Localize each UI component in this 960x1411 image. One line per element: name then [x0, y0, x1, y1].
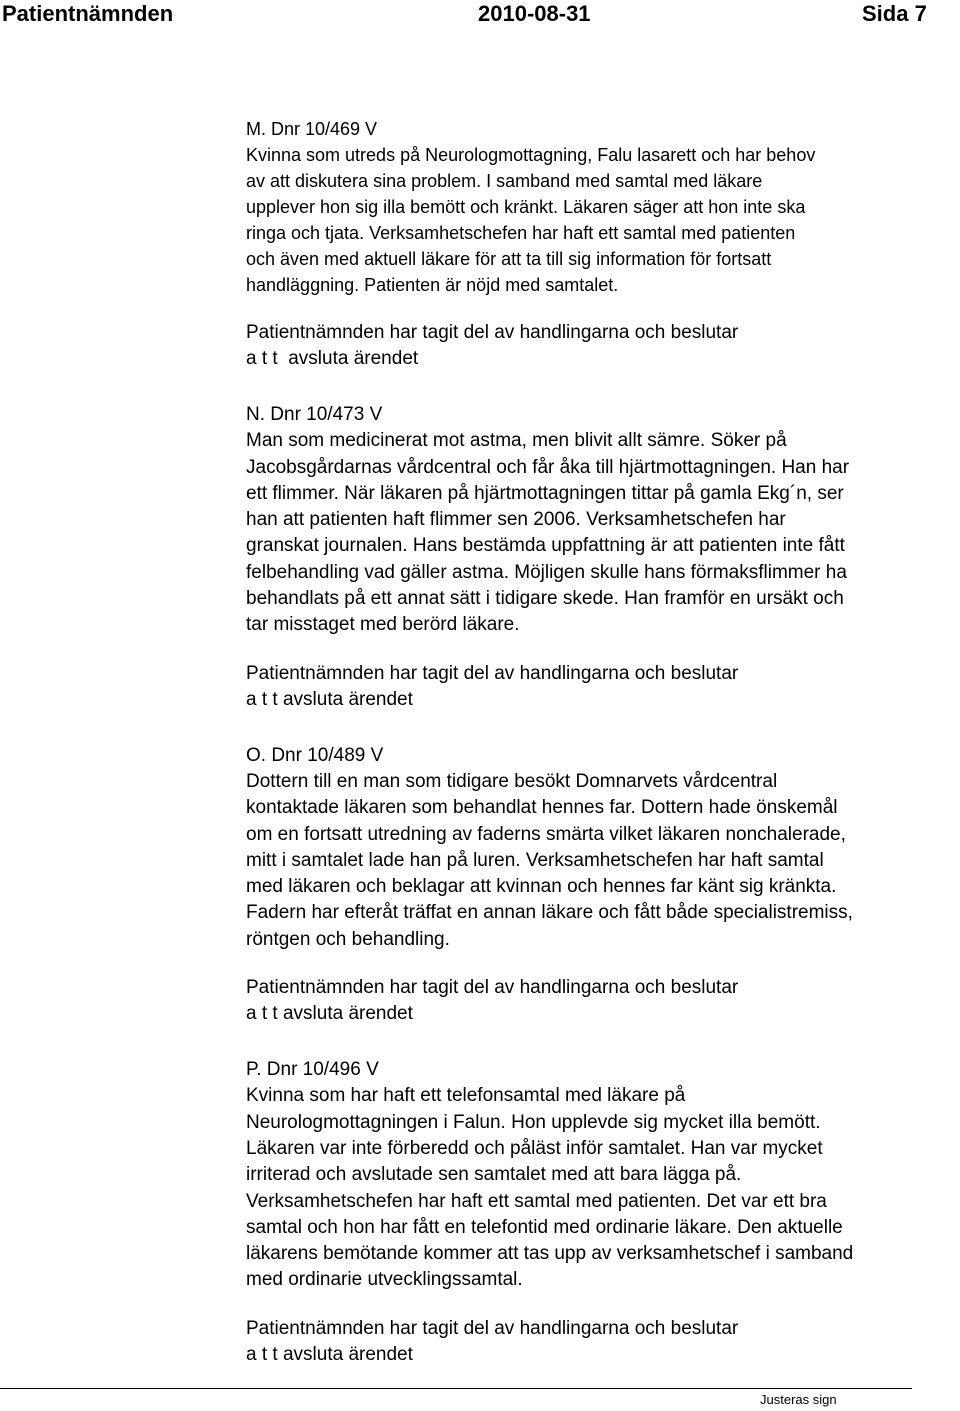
case-text-line: behandlats på ett annat sätt i tidigare skede. Han framför en ursäkt och [246, 588, 844, 610]
case-p [246, 1057, 958, 1294]
case-heading: M. Dnr 10/469 V [246, 119, 378, 139]
header-page-number: Sida 7 [862, 1, 927, 26]
case-text-line: tar misstaget med berörd läkare. [246, 614, 520, 636]
decision-line: Patientnämnden har tagit del av handlingarna och beslutar [246, 322, 739, 343]
case-heading: P. Dnr 10/496 V [246, 1059, 379, 1081]
case-text-line: Läkaren var inte förberedd och påläst inför samtalet. Han var mycket [246, 1137, 823, 1159]
case-o [246, 743, 958, 953]
case-m [246, 116, 958, 298]
decision-line: a t t avsluta ärendet [246, 688, 413, 710]
decision-line: Patientnämnden har tagit del av handlingarna och beslutar [246, 977, 739, 999]
case-text-line: ett flimmer. När läkaren på hjärtmottagningen tittar på gamla Ekg´n, ser [246, 482, 844, 504]
decision-line: Patientnämnden har tagit del av handlingarna och beslutar [246, 662, 739, 684]
case-text-line: Man som medicinerat mot astma, men blivit allt sämre. Söker på [246, 430, 787, 452]
case-text-line: Fadern har efteråt träffat en annan läkare och fått både specialistremiss, [246, 902, 853, 924]
case-text-line: kontaktade läkaren som behandlat hennes far. Dottern hade önskemål [246, 797, 838, 819]
case-p-decision [246, 1316, 958, 1368]
header-date: 2010-08-31 [478, 1, 591, 26]
case-text-line: mitt i samtalet lade han på luren. Verksamhetschefen har haft samtal [246, 849, 824, 871]
footer-divider [0, 1388, 912, 1389]
case-text-line: granskat journalen. Hans bestämda uppfattning är att patienten inte fått [246, 535, 845, 557]
case-text-line: samtal och hon har fått en telefontid med ordinarie läkare. Den aktuelle [246, 1216, 843, 1238]
case-o-decision [246, 975, 958, 1027]
case-n [246, 402, 958, 639]
case-text-line: om en fortsatt utredning av faderns smärta vilket läkaren nonchalerade, [246, 823, 846, 845]
case-text-line: felbehandling vad gäller astma. Möjligen skulle hans förmaksflimmer ha [246, 561, 847, 583]
case-text-line: med läkaren och beklagar att kvinnan och hennes far känt sig kränkta. [246, 876, 837, 898]
decision-line: a t t avsluta ärendet [246, 348, 419, 369]
case-text-line: ringa och tjata. Verksamhetschefen har haft ett samtal med patienten [246, 223, 796, 243]
case-m-decision [246, 320, 958, 372]
decision-line: Patientnämnden har tagit del av handlingarna och beslutar [246, 1317, 739, 1339]
case-text-line: av att diskutera sina problem. I samband med samtal med läkare [246, 171, 763, 191]
case-text-line: med ordinarie utvecklingssamtal. [246, 1269, 523, 1291]
document-body [246, 116, 958, 1368]
case-text-line: och även med aktuell läkare för att ta till sig information för fortsatt [246, 249, 772, 269]
case-text-line: handläggning. Patienten är nöjd med samtalet. [246, 275, 619, 295]
decision-line: a t t avsluta ärendet [246, 1343, 413, 1365]
case-text-line: läkarens bemötande kommer att tas upp av verksamhetschef i samband [246, 1243, 854, 1265]
case-heading: O. Dnr 10/489 V [246, 744, 384, 766]
case-text-line: Kvinna som har haft ett telefonsamtal med läkare på [246, 1085, 686, 1107]
case-text-line: Verksamhetschefen har haft ett samtal med patienten. Det var ett bra [246, 1190, 827, 1212]
case-text-line: irriterad och avslutade sen samtalet med att bara lägga på. [246, 1164, 742, 1186]
header-organization: Patientnämnden [2, 1, 174, 26]
case-text-line: Dottern till en man som tidigare besökt Domnarvets vårdcentral [246, 770, 778, 792]
case-text-line: Neurologmottagningen i Falun. Hon upplevde sig mycket illa bemött. [246, 1111, 821, 1133]
case-text-line: Kvinna som utreds på Neurologmottagning, Falu lasarett och har behov [246, 145, 816, 165]
case-text-line: upplever hon sig illa bemött och kränkt. Läkaren säger att hon inte ska [246, 197, 806, 217]
case-n-decision [246, 661, 958, 713]
case-text-line: Jacobsgårdarnas vårdcentral och får åka till hjärtmottagningen. Han har [246, 456, 850, 478]
page-header [0, 0, 960, 30]
footer-sign-label: Justeras sign [760, 1392, 837, 1407]
case-heading: N. Dnr 10/473 V [246, 404, 383, 425]
case-text-line: han att patienten haft flimmer sen 2006. Verksamhetschefen har [246, 509, 786, 531]
case-text-line: röntgen och behandling. [246, 928, 450, 950]
decision-line: a t t avsluta ärendet [246, 1003, 413, 1025]
